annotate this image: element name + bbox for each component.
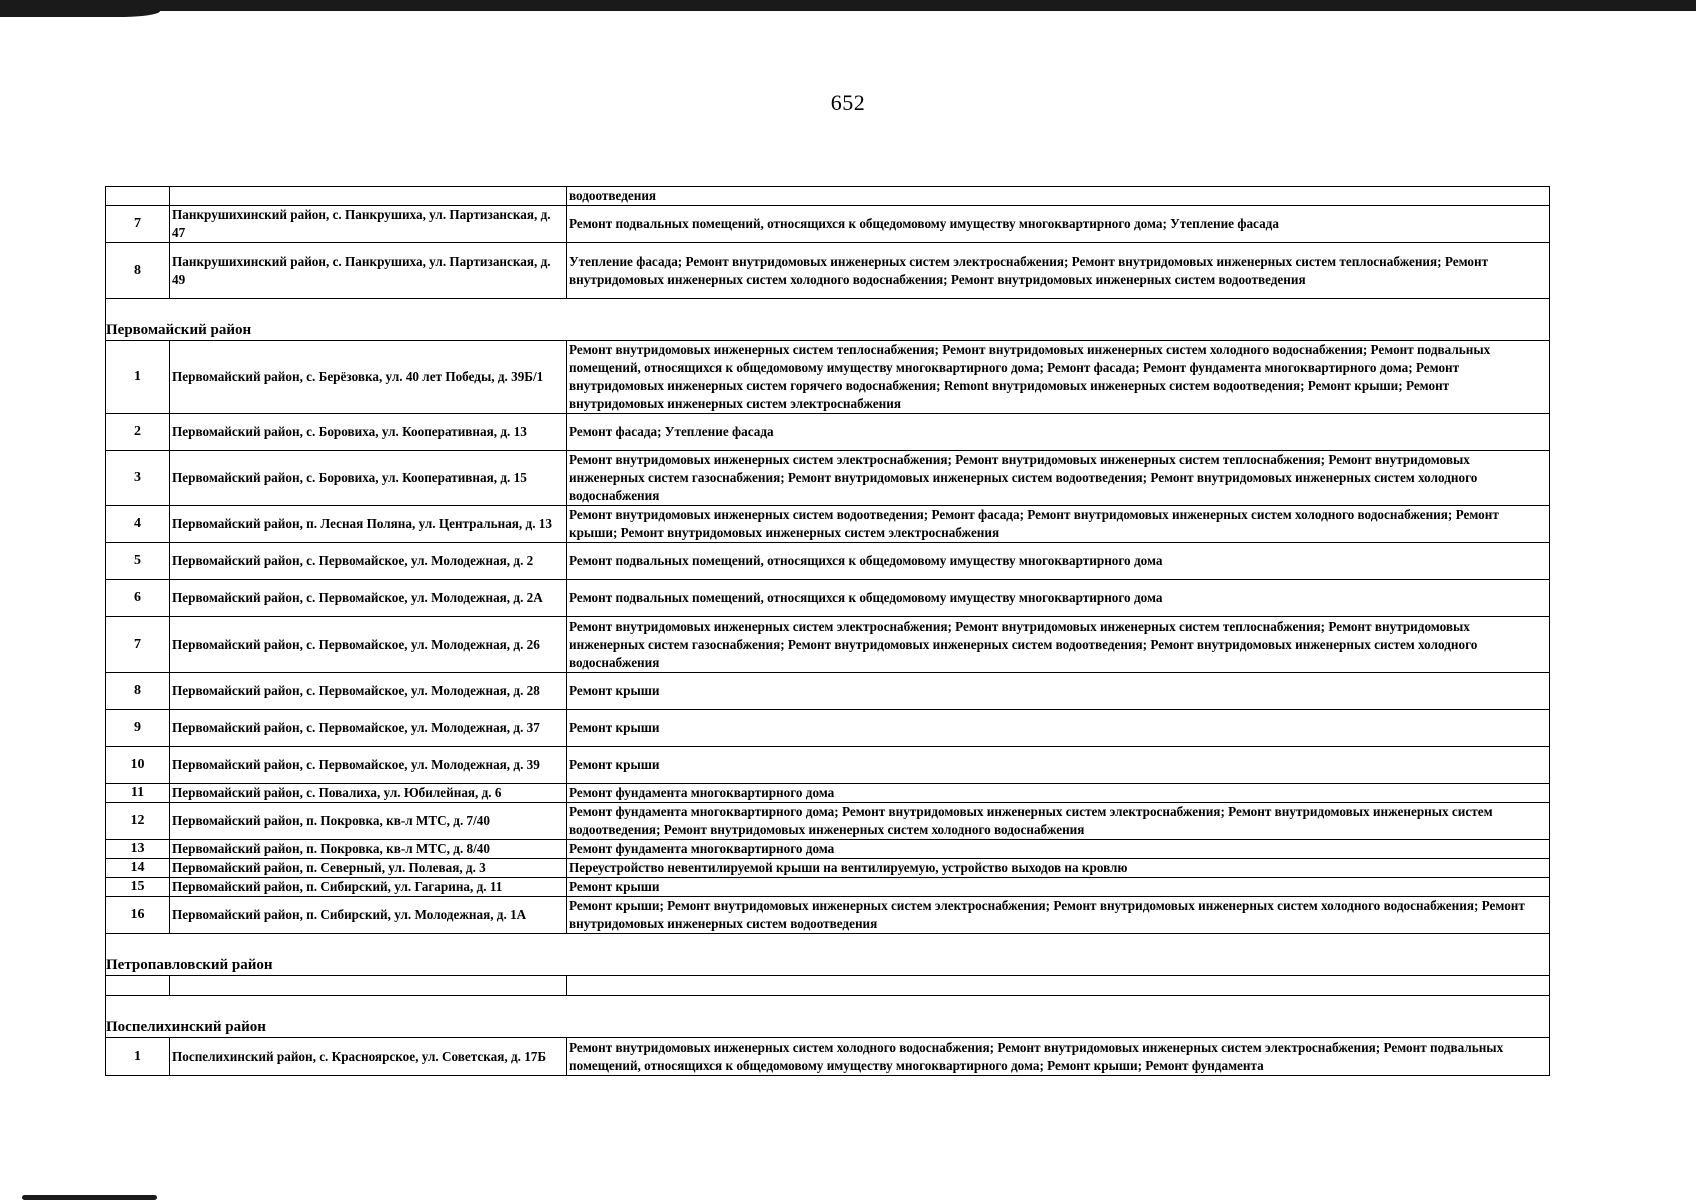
section-row [106, 299, 1550, 341]
row-work: Ремонт фундамента многоквартирного дома; Ремонт внутридомовых инженерных систем электроснабжения; Ремонт внутридомовых инженерных систем водоотведения; Ремонт внутридомовых инженерных систем холодного водоснабжения [567, 803, 1550, 840]
row-work: Ремонт внутридомовых инженерных систем холодного водоснабжения; Ремонт внутридомовых инженерных систем электроснабжения; Ремонт подвальных помещений, относящихся к общедомовому имуществу многоквартирного дома; Ремонт крыши; Ремонт фундамента [567, 1038, 1550, 1076]
row-work: Ремонт крыши [567, 673, 1550, 710]
table-row [106, 206, 1550, 243]
row-number: 3 [106, 451, 170, 506]
row-address: Первомайский район, п. Сибирский, ул. Гагарина, д. 11 [170, 878, 567, 897]
table-row [106, 243, 1550, 299]
row-work: Ремонт внутридомовых инженерных систем электроснабжения; Ремонт внутридомовых инженерных систем теплоснабжения; Ремонт внутридомовых инженерных систем газоснабжения; Ремонт внутридомовых инженерных систем водоотведения; Ремонт внутридомовых инженерных систем холодного водоснабжения [567, 617, 1550, 673]
row-number: 8 [106, 243, 170, 299]
table-row [106, 341, 1550, 414]
row-number: 12 [106, 803, 170, 840]
table-row [106, 878, 1550, 897]
row-work: Ремонт внутридомовых инженерных систем водоотведения; Ремонт фасада; Ремонт внутридомовых инженерных систем холодного водоснабжения; Ремонт крыши; Ремонт внутридомовых инженерных систем электроснабжения [567, 506, 1550, 543]
row-work: Ремонт подвальных помещений, относящихся к общедомовому имуществу многоквартирного дома; Утепление фасада [567, 206, 1550, 243]
section-title: Поспелихинский район [106, 996, 1550, 1038]
row-address: Первомайский район, п. Лесная Поляна, ул. Центральная, д. 13 [170, 506, 567, 543]
table-row [106, 784, 1550, 803]
row-work: Ремонт внутридомовых инженерных систем теплоснабжения; Ремонт внутридомовых инженерных систем холодного водоснабжения; Ремонт подвальных помещений, относящихся к общедомовому имуществу многоквартирного дома; Ремонт фасада; Ремонт фундамента многоквартирного дома; Ремонт внутридомовых инженерных систем горячего водоснабжения; Remont внутридомовых инженерных систем водоотведения; Ремонт крыши; Ремонт внутридомовых инженерных систем электроснабжения [567, 341, 1550, 414]
row-work: водоотведения [567, 187, 1550, 206]
scan-edge-curl [0, 11, 160, 17]
table-row [106, 976, 1550, 996]
row-address: Первомайский район, с. Первомайское, ул. Молодежная, д. 2 [170, 543, 567, 580]
section-row [106, 996, 1550, 1038]
table-row [106, 543, 1550, 580]
row-number: 16 [106, 897, 170, 934]
row-work: Ремонт подвальных помещений, относящихся к общедомовому имуществу многоквартирного дома [567, 580, 1550, 617]
row-number: 1 [106, 1038, 170, 1076]
table-row [106, 617, 1550, 673]
table-row [106, 859, 1550, 878]
row-address: Первомайский район, с. Берёзовка, ул. 40 лет Победы, д. 39Б/1 [170, 341, 567, 414]
row-address: Первомайский район, с. Первомайское, ул. Молодежная, д. 28 [170, 673, 567, 710]
row-number [106, 976, 170, 996]
row-work: Ремонт фундамента многоквартирного дома [567, 840, 1550, 859]
row-address: Первомайский район, с. Первомайское, ул. Молодежная, д. 37 [170, 710, 567, 747]
row-address: Панкрушихинский район, с. Панкрушиха, ул. Партизанская, д. 47 [170, 206, 567, 243]
row-number: 4 [106, 506, 170, 543]
row-work: Утепление фасада; Ремонт внутридомовых инженерных систем электроснабжения; Ремонт внутридомовых инженерных систем теплоснабжения; Ремонт внутридомовых инженерных систем холодного водоснабжения; Ремонт внутридомовых инженерных систем водоотведения [567, 243, 1550, 299]
row-number: 8 [106, 673, 170, 710]
row-address: Первомайский район, с. Первомайское, ул. Молодежная, д. 2А [170, 580, 567, 617]
row-work: Ремонт фундамента многоквартирного дома [567, 784, 1550, 803]
row-number: 2 [106, 414, 170, 451]
row-number: 11 [106, 784, 170, 803]
row-work: Ремонт крыши; Ремонт внутридомовых инженерных систем электроснабжения; Ремонт внутридомовых инженерных систем холодного водоснабжения; Ремонт внутридомовых инженерных систем водоотведения [567, 897, 1550, 934]
row-work: Ремонт крыши [567, 878, 1550, 897]
row-work: Ремонт крыши [567, 710, 1550, 747]
row-address: Первомайский район, п. Покровка, кв-л МТС, д. 8/40 [170, 840, 567, 859]
row-address: Первомайский район, с. Боровиха, ул. Кооперативная, д. 13 [170, 414, 567, 451]
row-address: Первомайский район, п. Покровка, кв-л МТС, д. 7/40 [170, 803, 567, 840]
row-number: 13 [106, 840, 170, 859]
row-number: 9 [106, 710, 170, 747]
section-title: Первомайский район [106, 299, 1550, 341]
row-work: Переустройство невентилируемой крыши на вентилируемую, устройство выходов на кровлю [567, 859, 1550, 878]
row-address: Первомайский район, с. Первомайское, ул. Молодежная, д. 26 [170, 617, 567, 673]
row-address [170, 187, 567, 206]
table-row [106, 506, 1550, 543]
table-row [106, 803, 1550, 840]
row-address [170, 976, 567, 996]
row-address: Первомайский район, с. Первомайское, ул. Молодежная, д. 39 [170, 747, 567, 784]
row-work: Ремонт фасада; Утепление фасада [567, 414, 1550, 451]
scan-edge-mark [22, 1195, 157, 1200]
row-number: 7 [106, 206, 170, 243]
row-address: Первомайский район, п. Сибирский, ул. Молодежная, д. 1А [170, 897, 567, 934]
table-row [106, 840, 1550, 859]
table-row [106, 187, 1550, 206]
row-work: Ремонт крыши [567, 747, 1550, 784]
row-address: Первомайский район, с. Повалиха, ул. Юбилейная, д. 6 [170, 784, 567, 803]
row-number: 10 [106, 747, 170, 784]
row-address: Первомайский район, п. Северный, ул. Полевая, д. 3 [170, 859, 567, 878]
row-address: Поспелихинский район, с. Красноярское, ул. Советская, д. 17Б [170, 1038, 567, 1076]
row-number: 15 [106, 878, 170, 897]
row-number: 7 [106, 617, 170, 673]
row-number: 14 [106, 859, 170, 878]
table-row [106, 673, 1550, 710]
table-body [106, 187, 1550, 1076]
section-title: Петропавловский район [106, 934, 1550, 976]
row-number [106, 187, 170, 206]
table-row [106, 1038, 1550, 1076]
table-row [106, 897, 1550, 934]
section-row [106, 934, 1550, 976]
row-work: Ремонт подвальных помещений, относящихся к общедомовому имуществу многоквартирного дома [567, 543, 1550, 580]
row-work [567, 976, 1550, 996]
row-work: Ремонт внутридомовых инженерных систем электроснабжения; Ремонт внутридомовых инженерных систем теплоснабжения; Ремонт внутридомовых инженерных систем газоснабжения; Ремонт внутридомовых инженерных систем водоотведения; Ремонт внутридомовых инженерных систем холодного водоснабжения [567, 451, 1550, 506]
table-row [106, 451, 1550, 506]
table-row [106, 710, 1550, 747]
row-address: Первомайский район, с. Боровиха, ул. Кооперативная, д. 15 [170, 451, 567, 506]
table-row [106, 747, 1550, 784]
row-address: Панкрушихинский район, с. Панкрушиха, ул. Партизанская, д. 49 [170, 243, 567, 299]
scan-edge-top [0, 0, 1696, 11]
table-row [106, 580, 1550, 617]
table-row [106, 414, 1550, 451]
row-number: 1 [106, 341, 170, 414]
row-number: 6 [106, 580, 170, 617]
page-number: 652 [830, 90, 866, 115]
row-number: 5 [106, 543, 170, 580]
repair-table [105, 186, 1550, 1076]
